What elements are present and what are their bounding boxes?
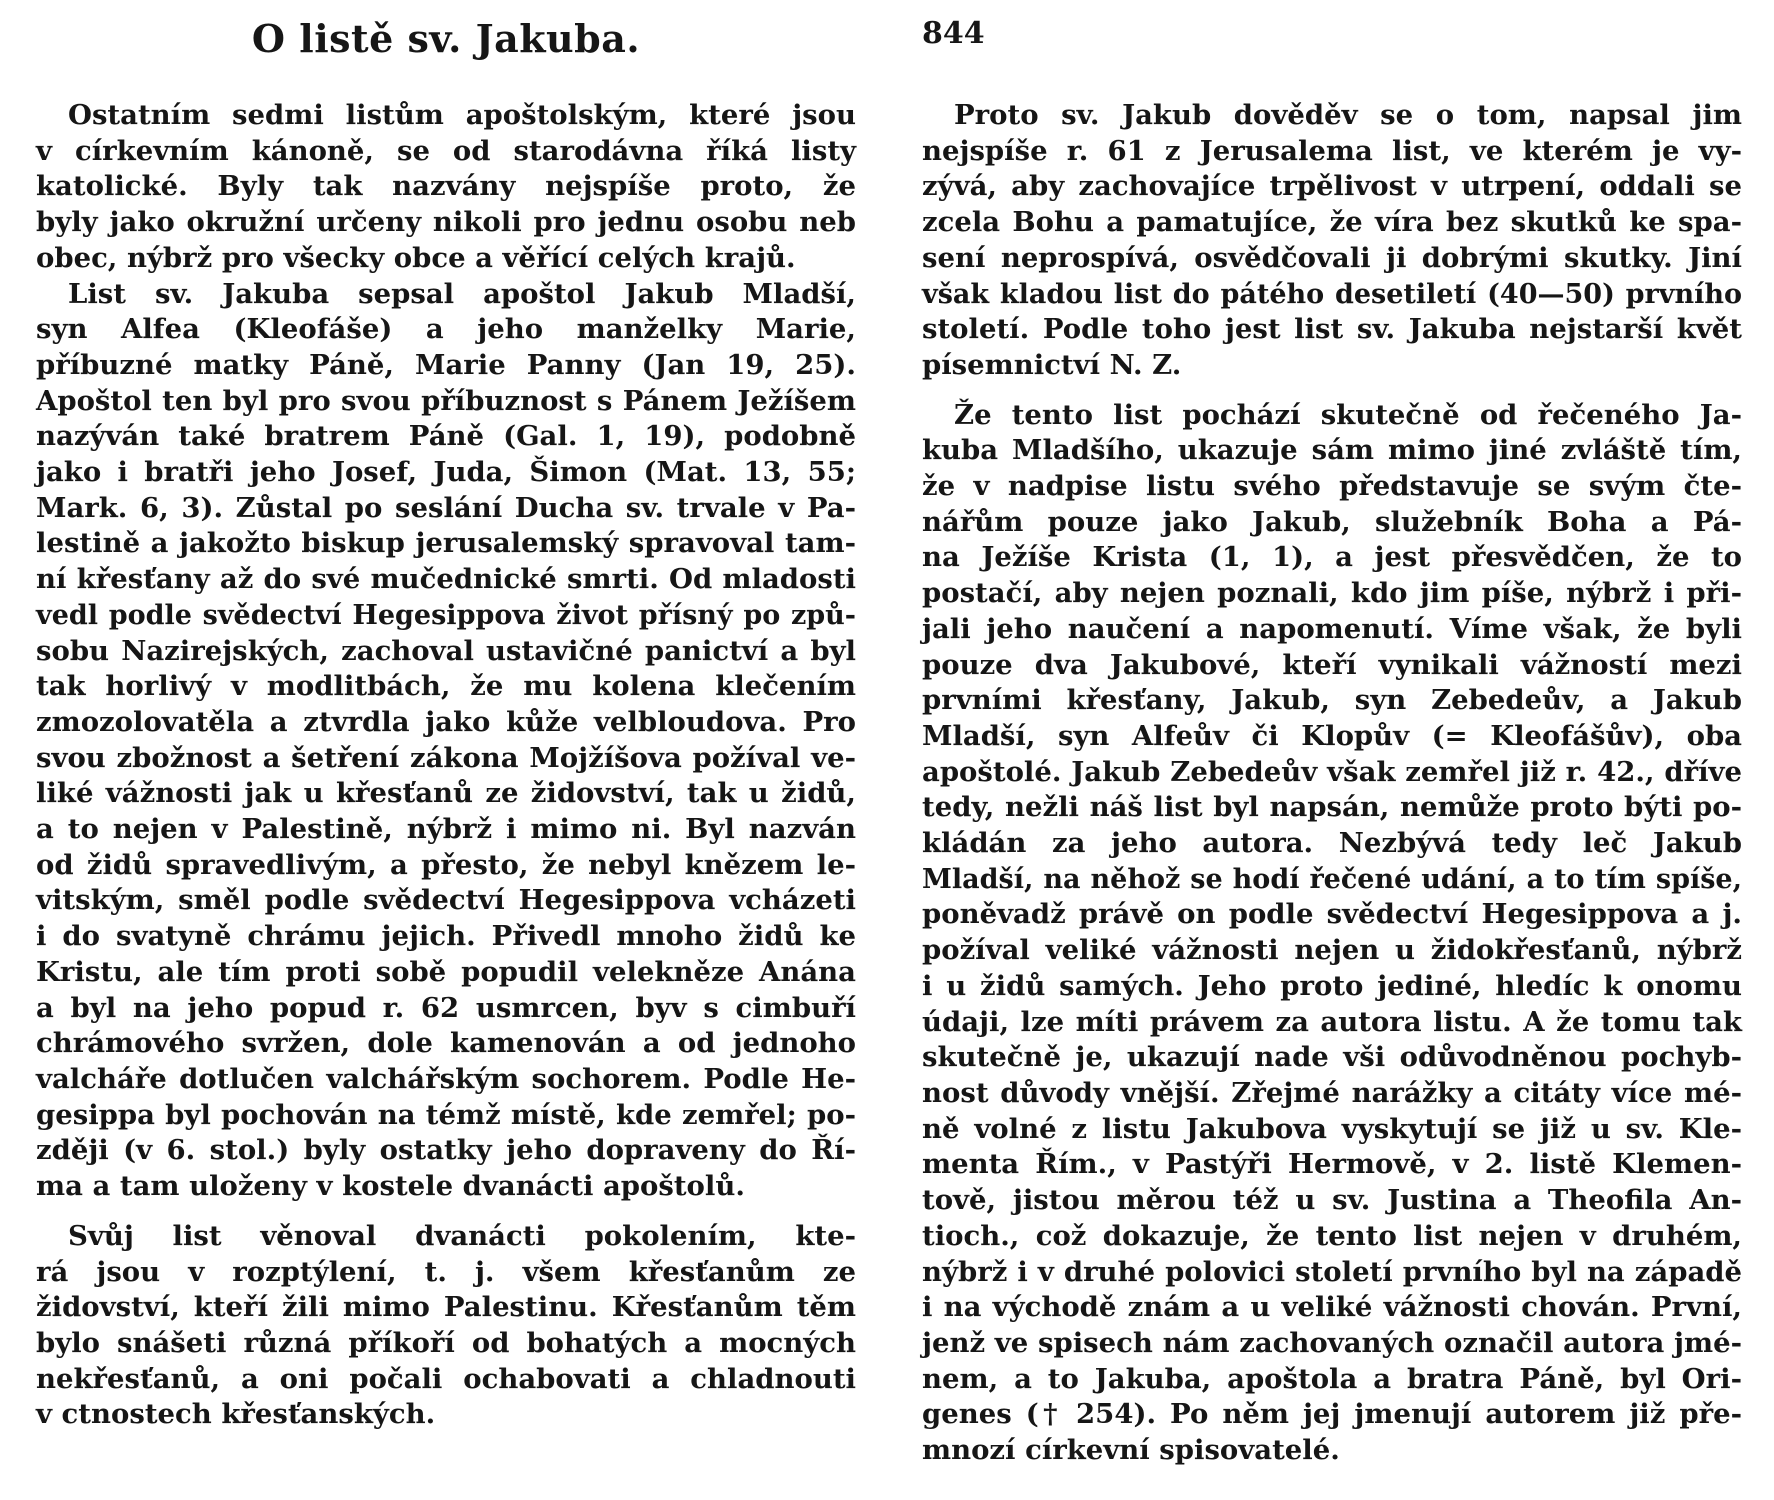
text-line: ma a tam uloženy v kostele dvanácti apoštolů.: [36, 1170, 745, 1203]
text-line: skutečně je, ukazují nade vši odůvodněnou pochyb-: [922, 1041, 1742, 1074]
left-column: [36, 98, 856, 1433]
text-line: syn Alfea (Kleofáše) a jeho manželky Marie,: [36, 313, 856, 346]
text-line: Svůj list věnoval dvanácti pokolením, kte-: [68, 1219, 856, 1252]
text-line: požíval veliké vážnosti nejen u židokřesťanů, nýbrž: [922, 934, 1742, 967]
text-line: ně volné z listu Jakubova vyskytují se již u sv. Kle-: [922, 1112, 1742, 1145]
text-line: Mark. 6, 3). Zůstal po seslání Ducha sv. trvale v Pa-: [36, 491, 856, 524]
text-line: a to nejen v Palestině, nýbrž i mimo ni. Byl nazván: [36, 813, 856, 846]
paragraph: [36, 277, 856, 1205]
text-line: menta Řím., v Pastýři Hermově, v 2. listě Klemen-: [922, 1148, 1742, 1181]
text-line: tedy, nežli náš list byl napsán, nemůže proto býti po-: [922, 791, 1742, 824]
text-line: zývá, aby zachovajíce trpělivost v utrpení, oddali se: [922, 170, 1742, 203]
text-line: tak horlivý v modlitbách, že mu kolena klečením: [36, 670, 856, 703]
text-line: tioch., což dokazuje, že tento list nejen v druhém,: [922, 1219, 1742, 1252]
running-title: O listě sv. Jakuba.: [251, 16, 641, 61]
text-line: nářům pouze jako Jakub, služebník Boha a Pá-: [922, 505, 1742, 538]
text-line: jako i bratři jeho Josef, Juda, Šimon (Mat. 13, 55;: [36, 456, 856, 489]
text-line: rá jsou v rozptýlení, t. j. všem křesťanům ze: [36, 1255, 856, 1288]
right-column: [922, 98, 1742, 1469]
text-line: Že tento list pochází skutečně od řečeného Ja-: [954, 398, 1742, 431]
text-line: sobu Nazirejských, zachoval ustavičné panictví a byl: [36, 634, 856, 667]
text-line: liké vážnosti jak u křesťanů ze židovství, tak u židů,: [36, 777, 856, 810]
text-line: katolické. Byly tak nazvány nejspíše proto, že: [36, 170, 856, 203]
paragraph: [36, 1219, 856, 1433]
text-line: prvními křesťany, Jakub, syn Zebedeův, a Jakub: [922, 684, 1742, 717]
text-line: byly jako okružní určeny nikoli pro jednu osobu neb: [36, 206, 856, 239]
text-line: Mladší, syn Alfeův či Klopův (= Kleofášův), oba: [922, 719, 1742, 752]
text-line: chrámového svržen, dole kamenován a od jednoho: [36, 1027, 856, 1060]
paragraph: [922, 98, 1742, 384]
text-line: Kristu, ale tím proti sobě popudil velekněze Anána: [36, 955, 856, 988]
text-line: nazýván také bratrem Páně (Gal. 1, 19), podobně: [36, 420, 856, 453]
text-line: poněvadž právě on podle svědectví Hegesippova a j.: [922, 898, 1742, 931]
text-line: nýbrž i v druhé polovici století prvního byl na západě: [922, 1255, 1742, 1288]
text-line: bylo snášeti různá příkoří od bohatých a mocných: [36, 1326, 856, 1359]
text-line: zději (v 6. stol.) byly ostatky jeho dopraveny do Ří-: [36, 1134, 856, 1167]
text-line: nejspíše r. 61 z Jerusalema list, ve kterém je vy-: [922, 134, 1742, 167]
text-line: gesippa byl pochován na témž místě, kde zemřel; po-: [36, 1098, 856, 1131]
text-line: i na východě znám a u veliké vážnosti chován. První,: [922, 1291, 1742, 1324]
text-line: genes († 254). Po něm jej jmenují autorem již pře-: [922, 1398, 1742, 1431]
text-line: kládán za jeho autora. Nezbývá tedy leč Jakub: [922, 827, 1742, 860]
paragraph: [922, 398, 1742, 1469]
text-line: však kladou list do pátého desetiletí (40—50) prvního: [922, 278, 1742, 310]
text-line: v ctnostech křesťanských.: [36, 1398, 436, 1431]
text-line: i u židů samých. Jeho proto jediné, hledíc k onomu: [922, 969, 1742, 1002]
text-line: zcela Bohu a pamatujíce, že víra bez skutků ke spa-: [922, 206, 1742, 239]
text-line: v církevním kánoně, se od starodávna říká listy: [36, 134, 856, 167]
text-line: jenž ve spisech nám zachovaných označil autora jmé-: [922, 1326, 1742, 1359]
text-line: lestině a jakožto biskup jerusalemský spravoval tam-: [36, 527, 856, 560]
text-line: nem, a to Jakuba, apoštola a bratra Páně, byl Ori-: [922, 1362, 1742, 1395]
text-line: zmozolovatěla a ztvrdla jako kůže velbloudova. Pro: [36, 705, 856, 738]
text-line: valcháře dotlučen valchářským sochorem. Podle He-: [36, 1062, 856, 1095]
text-line: sení neprospívá, osvědčovali ji dobrými skutky. Jiní: [922, 241, 1742, 274]
text-line: pouze dva Jakubové, kteří vynikali vážností mezi: [922, 648, 1742, 681]
text-line: Mladší, na něhož se hodí řečené udání, a to tím spíše,: [922, 863, 1742, 895]
text-line: příbuzné matky Páně, Marie Panny (Jan 19, 25).: [36, 348, 856, 381]
text-line: od židů spravedlivým, a přesto, že nebyl knězem le-: [36, 848, 856, 881]
text-line: List sv. Jakuba sepsal apoštol Jakub Mladší,: [68, 277, 856, 310]
text-line: jali jeho naučení a napomenutí. Víme však, že byli: [922, 612, 1742, 645]
text-line: mnozí církevní spisovatelé.: [922, 1434, 1340, 1467]
paragraph: [36, 98, 856, 277]
text-line: nost důvody vnější. Zřejmé narážky a citáty více mé-: [922, 1076, 1742, 1109]
text-line: obec, nýbrž pro všecky obce a věřící celých krajů.: [36, 241, 796, 274]
page-number: 844: [922, 16, 985, 51]
text-line: Proto sv. Jakub dověděv se o tom, napsal jim: [954, 99, 1742, 131]
text-line: na Ježíše Krista (1, 1), a jest přesvědčen, že to: [922, 541, 1742, 574]
text-line: i do svatyně chrámu jejich. Přivedl mnoho židů ke: [36, 920, 856, 953]
text-line: že v nadpise listu svého představuje se svým čte-: [922, 470, 1742, 503]
text-line: vitským, směl podle svědectví Hegesippova vcházeti: [36, 884, 856, 917]
text-line: písemnictví N. Z.: [922, 348, 1182, 381]
text-line: tově, jistou měrou též u sv. Justina a Theofila An-: [922, 1184, 1742, 1217]
page-header: [0, 16, 1774, 76]
text-line: Ostatním sedmi listům apoštolským, které jsou: [68, 99, 856, 131]
text-line: a byl na jeho popud r. 62 usmrcen, byv s cimbuří: [36, 991, 856, 1024]
text-line: Apoštol ten byl pro svou příbuznost s Pánem Ježíšem: [36, 384, 856, 417]
text-line: údaji, lze míti právem za autora listu. A že tomu tak: [922, 1005, 1742, 1038]
text-line: nekřesťanů, a oni počali ochabovati a chladnouti: [36, 1362, 856, 1395]
text-line: postačí, aby nejen poznali, kdo jim píše, nýbrž i při-: [922, 577, 1742, 610]
text-line: apoštolé. Jakub Zebedeův však zemřel již r. 42., dříve: [922, 755, 1742, 788]
text-line: kuba Mladšího, ukazuje sám mimo jiné zvláště tím,: [922, 434, 1742, 467]
text-line: židovství, kteří žili mimo Palestinu. Křesťanům těm: [36, 1291, 856, 1324]
text-line: ní křesťany až do své mučednické smrti. Od mladosti: [36, 563, 856, 596]
text-line: svou zbožnost a šetření zákona Mojžíšova požíval ve-: [36, 741, 856, 774]
text-line: vedl podle svědectví Hegesippova život přísný po způ-: [36, 599, 856, 631]
text-line: století. Podle toho jest list sv. Jakuba nejstarší květ: [922, 313, 1742, 346]
